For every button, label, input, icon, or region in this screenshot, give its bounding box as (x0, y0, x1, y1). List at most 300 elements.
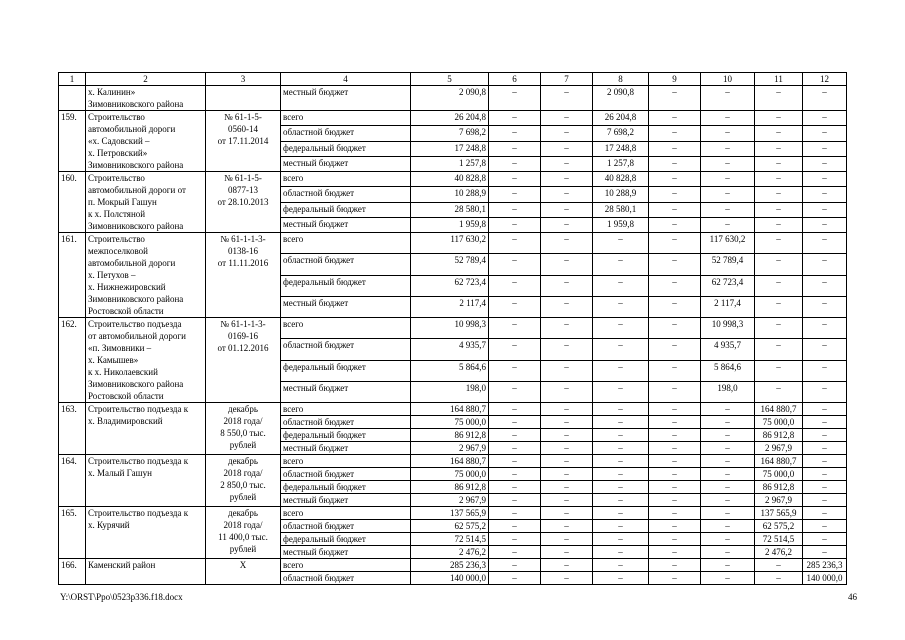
amount-cell: – (803, 318, 847, 339)
amount-total: 2 967,9 (411, 494, 489, 507)
amount-total: 62 575,2 (411, 520, 489, 533)
amount-cell: – (593, 455, 649, 468)
amount-cell: – (541, 546, 593, 559)
amount-cell: – (803, 360, 847, 381)
amount-cell: – (755, 187, 803, 202)
amount-cell: – (541, 233, 593, 254)
column-header: 4 (281, 73, 411, 86)
amount-cell: – (593, 533, 649, 546)
funding-source: областной бюджет (281, 520, 411, 533)
amount-cell: – (489, 533, 541, 546)
amount-total: 86 912,8 (411, 429, 489, 442)
amount-total: 86 912,8 (411, 481, 489, 494)
amount-cell: – (755, 254, 803, 275)
funding-source: всего (281, 111, 411, 126)
amount-cell: – (489, 318, 541, 339)
amount-cell: – (593, 494, 649, 507)
amount-cell: – (755, 141, 803, 156)
amount-cell: – (649, 559, 701, 572)
amount-cell: – (649, 339, 701, 360)
amount-cell: – (489, 572, 541, 585)
column-header: 1 (59, 73, 86, 86)
amount-cell: 72 514,5 (755, 533, 803, 546)
amount-total: 285 236,3 (411, 559, 489, 572)
amount-cell: – (649, 381, 701, 402)
funding-source: федеральный бюджет (281, 141, 411, 156)
amount-cell: 2 090,8 (593, 86, 649, 111)
amount-total: 52 789,4 (411, 254, 489, 275)
funding-source: местный бюджет (281, 86, 411, 111)
funding-source: областной бюджет (281, 468, 411, 481)
funding-source: местный бюджет (281, 217, 411, 232)
amount-cell: – (755, 217, 803, 232)
amount-cell: – (489, 111, 541, 126)
document-reference: № 61-1-1-3- 0169-16 от 01.12.2016 (206, 318, 281, 403)
amount-cell: – (649, 416, 701, 429)
amount-cell: 62 575,2 (755, 520, 803, 533)
amount-cell: – (803, 494, 847, 507)
amount-cell: – (803, 455, 847, 468)
document-sheet (58, 72, 846, 585)
amount-cell: – (755, 360, 803, 381)
amount-cell: – (489, 494, 541, 507)
amount-cell: – (803, 533, 847, 546)
amount-cell: – (649, 275, 701, 296)
amount-cell: – (649, 429, 701, 442)
document-reference: № 61-1-5- 0560-14 от 17.11.2014 (206, 111, 281, 172)
amount-cell: – (593, 468, 649, 481)
amount-cell: – (701, 533, 755, 546)
amount-cell: – (649, 254, 701, 275)
amount-cell: – (593, 360, 649, 381)
amount-total: 75 000,0 (411, 416, 489, 429)
amount-cell: – (541, 202, 593, 217)
amount-cell: – (489, 468, 541, 481)
amount-cell: – (755, 172, 803, 187)
amount-cell: – (541, 156, 593, 171)
amount-cell: – (541, 481, 593, 494)
funding-source: всего (281, 559, 411, 572)
amount-cell: – (649, 520, 701, 533)
amount-cell: – (755, 233, 803, 254)
amount-cell: – (593, 520, 649, 533)
funding-table (58, 72, 847, 585)
amount-cell: – (701, 403, 755, 416)
amount-cell: 5 864,6 (701, 360, 755, 381)
object-name: Строительство межпоселковой автомобильной дороги х. Петухов – х. Нижнежировский Зимовниковского района Ростовской области (86, 233, 206, 318)
amount-total: 17 248,8 (411, 141, 489, 156)
item-number: 164. (59, 455, 86, 507)
amount-cell: – (541, 507, 593, 520)
amount-cell: – (593, 546, 649, 559)
table-row (59, 111, 847, 126)
amount-cell: – (593, 339, 649, 360)
amount-cell: – (803, 141, 847, 156)
amount-total: 1 959,8 (411, 217, 489, 232)
funding-source: областной бюджет (281, 416, 411, 429)
amount-cell: 285 236,3 (803, 559, 847, 572)
table-row (59, 318, 847, 339)
table-row (59, 233, 847, 254)
amount-cell: 140 000,0 (803, 572, 847, 585)
amount-cell: – (649, 318, 701, 339)
amount-cell: – (541, 403, 593, 416)
funding-source: местный бюджет (281, 296, 411, 317)
amount-total: 26 204,8 (411, 111, 489, 126)
amount-cell: 164 880,7 (755, 403, 803, 416)
amount-cell: – (593, 507, 649, 520)
document-reference: № 61-1-1-3- 0138-16 от 11.11.2016 (206, 233, 281, 318)
amount-cell: 10 288,9 (593, 187, 649, 202)
amount-cell: – (803, 442, 847, 455)
funding-source: областной бюджет (281, 339, 411, 360)
amount-cell: – (649, 494, 701, 507)
funding-source: местный бюджет (281, 546, 411, 559)
funding-source: местный бюджет (281, 442, 411, 455)
amount-total: 40 828,8 (411, 172, 489, 187)
amount-cell: – (541, 172, 593, 187)
amount-total: 2 967,9 (411, 442, 489, 455)
amount-cell: – (541, 360, 593, 381)
amount-cell: 117 630,2 (701, 233, 755, 254)
amount-cell: – (489, 416, 541, 429)
amount-cell: – (755, 275, 803, 296)
funding-source: всего (281, 507, 411, 520)
funding-source: местный бюджет (281, 494, 411, 507)
amount-cell: – (541, 275, 593, 296)
amount-cell: – (541, 468, 593, 481)
amount-cell: – (541, 416, 593, 429)
amount-cell: – (649, 442, 701, 455)
funding-source: федеральный бюджет (281, 481, 411, 494)
amount-cell: – (701, 126, 755, 141)
column-header: 10 (701, 73, 755, 86)
table-row (59, 455, 847, 468)
amount-cell: – (541, 455, 593, 468)
amount-total: 28 580,1 (411, 202, 489, 217)
object-name: Строительство подъезда к х. Владимировский (86, 403, 206, 455)
amount-cell: – (649, 481, 701, 494)
amount-total: 164 880,7 (411, 403, 489, 416)
amount-cell: – (649, 455, 701, 468)
amount-cell: – (489, 381, 541, 402)
amount-cell: – (803, 507, 847, 520)
amount-cell: – (803, 202, 847, 217)
item-number: 160. (59, 172, 86, 233)
object-name: Строительство подъезда от автомобильной дороги «п. Зимовники – х. Камышев» к х. Николаевский Зимовниковского района Ростовской области (86, 318, 206, 403)
funding-source: федеральный бюджет (281, 202, 411, 217)
amount-cell: – (541, 318, 593, 339)
amount-cell: 2 476,2 (755, 546, 803, 559)
amount-cell: – (489, 481, 541, 494)
table-row (59, 403, 847, 416)
amount-total: 2 117,4 (411, 296, 489, 317)
amount-cell: – (593, 416, 649, 429)
funding-source: всего (281, 455, 411, 468)
amount-cell: – (489, 403, 541, 416)
amount-cell: – (489, 254, 541, 275)
item-number: 159. (59, 111, 86, 172)
amount-cell: – (755, 318, 803, 339)
amount-total: 10 288,9 (411, 187, 489, 202)
amount-total: 1 257,8 (411, 156, 489, 171)
amount-cell: – (649, 468, 701, 481)
amount-cell: – (701, 442, 755, 455)
object-name: Строительство автомобильной дороги от п. Мокрый Гашун к х. Полстяной Зимовниковского района (86, 172, 206, 233)
amount-cell: – (489, 141, 541, 156)
amount-cell: – (649, 156, 701, 171)
amount-cell: – (489, 126, 541, 141)
amount-cell: 52 789,4 (701, 254, 755, 275)
amount-cell: – (803, 468, 847, 481)
amount-cell: – (649, 533, 701, 546)
item-number: 163. (59, 403, 86, 455)
item-number (59, 86, 86, 111)
table-row (59, 172, 847, 187)
amount-cell: – (489, 360, 541, 381)
document-reference: декабрь 2018 года/ 11 400,0 тыс. рублей (206, 507, 281, 559)
amount-cell: – (541, 111, 593, 126)
amount-cell: – (803, 403, 847, 416)
funding-source: областной бюджет (281, 572, 411, 585)
amount-cell: – (701, 172, 755, 187)
amount-cell: – (541, 572, 593, 585)
amount-cell: – (593, 559, 649, 572)
amount-cell: – (541, 126, 593, 141)
amount-total: 4 935,7 (411, 339, 489, 360)
amount-cell: – (541, 429, 593, 442)
document-reference: Х (206, 559, 281, 585)
funding-source: местный бюджет (281, 156, 411, 171)
amount-cell: – (649, 202, 701, 217)
amount-cell: – (489, 507, 541, 520)
amount-cell: – (489, 429, 541, 442)
funding-source: федеральный бюджет (281, 275, 411, 296)
amount-cell: – (701, 429, 755, 442)
table-body (59, 73, 847, 585)
amount-cell: – (701, 455, 755, 468)
amount-cell: 86 912,8 (755, 481, 803, 494)
amount-cell: 2 117,4 (701, 296, 755, 317)
amount-cell: – (489, 217, 541, 232)
amount-cell: – (541, 86, 593, 111)
amount-cell: 75 000,0 (755, 416, 803, 429)
item-number: 165. (59, 507, 86, 559)
amount-cell: – (755, 339, 803, 360)
amount-total: 7 698,2 (411, 126, 489, 141)
amount-cell: 2 967,9 (755, 494, 803, 507)
object-name: Каменский район (86, 559, 206, 585)
amount-cell: – (649, 141, 701, 156)
amount-cell: – (701, 202, 755, 217)
amount-cell: – (701, 572, 755, 585)
amount-cell: – (489, 520, 541, 533)
amount-cell: – (803, 429, 847, 442)
object-name: х. Калинин» Зимовниковского района (86, 86, 206, 111)
funding-source: федеральный бюджет (281, 533, 411, 546)
amount-cell: – (701, 111, 755, 126)
amount-cell: – (701, 481, 755, 494)
amount-total: 75 000,0 (411, 468, 489, 481)
item-number: 166. (59, 559, 86, 585)
amount-cell: – (489, 202, 541, 217)
table-row (59, 86, 847, 111)
amount-cell: – (593, 318, 649, 339)
amount-cell: – (701, 507, 755, 520)
column-header: 8 (593, 73, 649, 86)
amount-cell: – (541, 339, 593, 360)
column-header: 12 (803, 73, 847, 86)
amount-cell: – (649, 572, 701, 585)
amount-cell: 10 998,3 (701, 318, 755, 339)
amount-cell: – (489, 296, 541, 317)
amount-cell: – (649, 187, 701, 202)
object-name: Строительство подъезда к х. Курячий (86, 507, 206, 559)
column-header: 5 (411, 73, 489, 86)
amount-cell: – (803, 254, 847, 275)
object-name: Строительство автомобильной дороги «х. Садовский – х. Петровский» Зимовниковского района (86, 111, 206, 172)
amount-cell: – (803, 339, 847, 360)
amount-cell: – (701, 156, 755, 171)
amount-cell: – (649, 86, 701, 111)
column-header: 3 (206, 73, 281, 86)
amount-cell: 40 828,8 (593, 172, 649, 187)
amount-cell: – (593, 254, 649, 275)
amount-cell: – (489, 455, 541, 468)
amount-cell: – (593, 572, 649, 585)
item-number: 162. (59, 318, 86, 403)
amount-cell: – (755, 156, 803, 171)
file-path: Y:\ORST\Ppo\0523p336.f18.docx (60, 592, 183, 602)
amount-cell: – (593, 275, 649, 296)
amount-cell: – (541, 296, 593, 317)
amount-cell: – (541, 559, 593, 572)
amount-cell: – (649, 111, 701, 126)
amount-cell: – (541, 217, 593, 232)
table-row (59, 559, 847, 572)
amount-cell: – (701, 468, 755, 481)
amount-cell: – (541, 187, 593, 202)
amount-cell: – (701, 546, 755, 559)
amount-cell: – (649, 403, 701, 416)
amount-cell: 198,0 (701, 381, 755, 402)
amount-total: 2 476,2 (411, 546, 489, 559)
column-header: 6 (489, 73, 541, 86)
amount-cell: – (489, 442, 541, 455)
page-number: 46 (848, 592, 857, 602)
amount-cell: – (701, 559, 755, 572)
table-row (59, 507, 847, 520)
amount-cell: – (541, 254, 593, 275)
amount-cell: – (803, 156, 847, 171)
amount-cell: – (755, 572, 803, 585)
amount-cell: – (803, 296, 847, 317)
funding-source: федеральный бюджет (281, 360, 411, 381)
amount-cell: – (489, 86, 541, 111)
amount-total: 117 630,2 (411, 233, 489, 254)
amount-cell: – (593, 429, 649, 442)
amount-cell: – (803, 481, 847, 494)
amount-cell: – (701, 141, 755, 156)
amount-total: 72 514,5 (411, 533, 489, 546)
amount-cell: – (541, 494, 593, 507)
amount-cell: – (803, 416, 847, 429)
amount-total: 137 565,9 (411, 507, 489, 520)
amount-cell: – (649, 546, 701, 559)
amount-cell: – (755, 381, 803, 402)
amount-cell: – (803, 520, 847, 533)
amount-cell: – (489, 339, 541, 360)
amount-cell: 7 698,2 (593, 126, 649, 141)
amount-cell: – (803, 187, 847, 202)
amount-total: 2 090,8 (411, 86, 489, 111)
amount-cell: – (701, 416, 755, 429)
amount-cell: – (541, 381, 593, 402)
amount-cell: – (489, 187, 541, 202)
amount-cell: 1 959,8 (593, 217, 649, 232)
funding-source: всего (281, 403, 411, 416)
amount-cell: – (489, 546, 541, 559)
amount-cell: 4 935,7 (701, 339, 755, 360)
document-reference: декабрь 2018 года/ 8 550,0 тыс. рублей (206, 403, 281, 455)
funding-source: всего (281, 318, 411, 339)
funding-source: областной бюджет (281, 254, 411, 275)
column-header: 11 (755, 73, 803, 86)
amount-total: 164 880,7 (411, 455, 489, 468)
amount-cell: – (541, 442, 593, 455)
amount-cell: – (701, 217, 755, 232)
funding-source: всего (281, 233, 411, 254)
column-header: 7 (541, 73, 593, 86)
amount-cell: – (541, 141, 593, 156)
funding-source: областной бюджет (281, 187, 411, 202)
funding-source: местный бюджет (281, 381, 411, 402)
amount-cell: – (649, 233, 701, 254)
amount-cell: – (701, 86, 755, 111)
amount-cell: – (489, 172, 541, 187)
amount-cell: – (803, 172, 847, 187)
amount-cell: – (541, 533, 593, 546)
amount-cell: – (755, 126, 803, 141)
document-reference (206, 86, 281, 111)
amount-cell: – (803, 381, 847, 402)
column-header: 2 (86, 73, 206, 86)
amount-cell: 75 000,0 (755, 468, 803, 481)
amount-cell: 17 248,8 (593, 141, 649, 156)
amount-cell: – (701, 187, 755, 202)
amount-cell: – (593, 481, 649, 494)
amount-cell: – (489, 559, 541, 572)
amount-cell: 137 565,9 (755, 507, 803, 520)
amount-cell: 164 880,7 (755, 455, 803, 468)
item-number: 161. (59, 233, 86, 318)
amount-cell: 86 912,8 (755, 429, 803, 442)
document-reference: № 61-1-5- 0877-13 от 28.10.2013 (206, 172, 281, 233)
amount-cell: – (649, 360, 701, 381)
object-name: Строительство подъезда к х. Малый Гашун (86, 455, 206, 507)
amount-cell: – (649, 126, 701, 141)
funding-source: областной бюджет (281, 126, 411, 141)
column-header: 9 (649, 73, 701, 86)
amount-cell: – (541, 520, 593, 533)
amount-cell: – (803, 217, 847, 232)
amount-total: 10 998,3 (411, 318, 489, 339)
amount-cell: 62 723,4 (701, 275, 755, 296)
amount-cell: – (803, 275, 847, 296)
amount-total: 5 864,6 (411, 360, 489, 381)
amount-total: 198,0 (411, 381, 489, 402)
amount-cell: – (701, 520, 755, 533)
